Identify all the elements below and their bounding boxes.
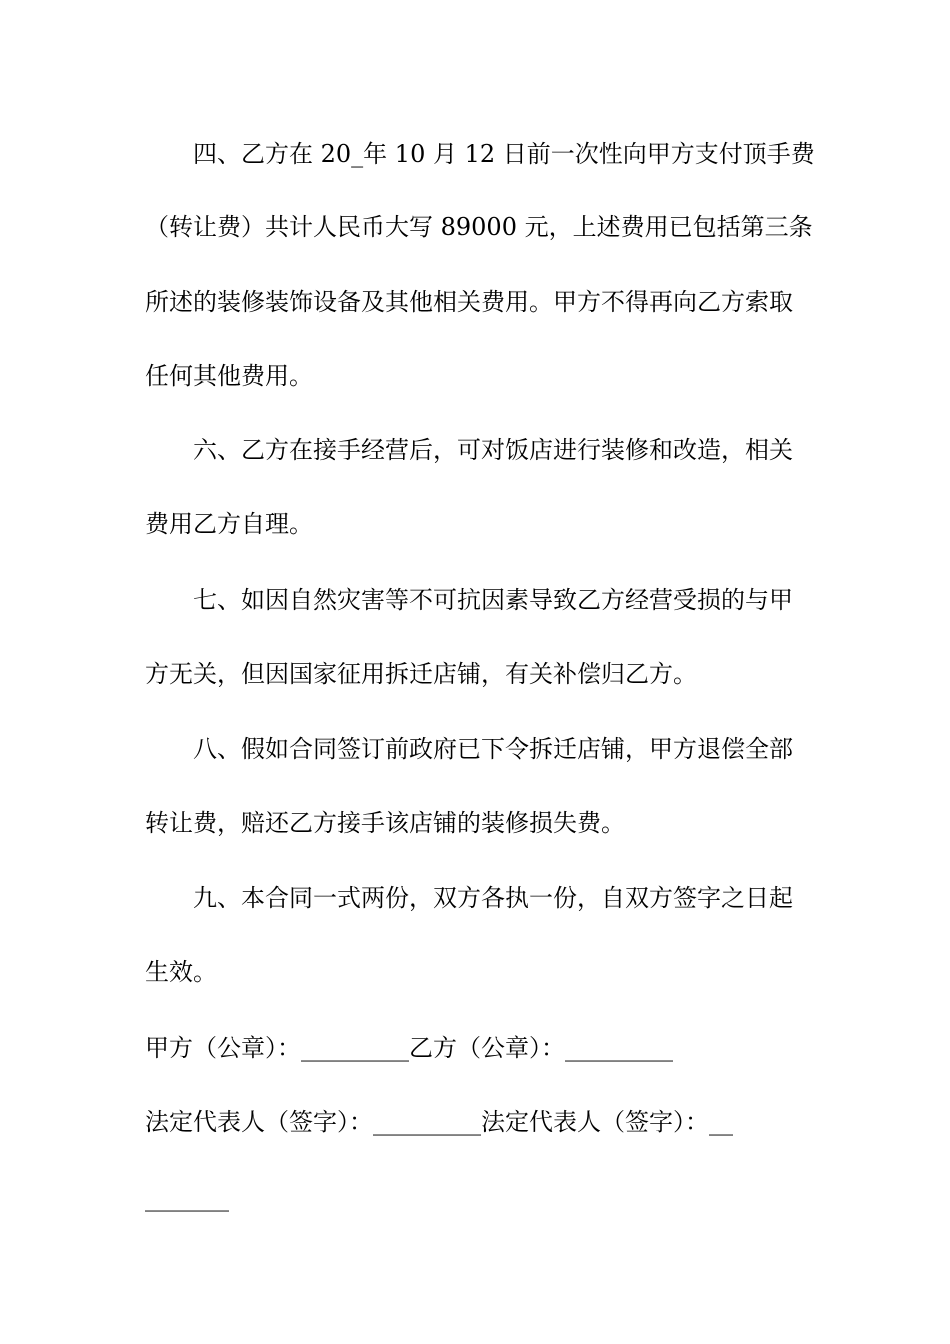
paragraph-6-line-1: 六、乙方在接手经营后，可对饭店进行装修和改造，相关 — [193, 436, 793, 464]
signature-representative-continuation: _______ — [145, 1184, 229, 1212]
paragraph-7-line-1: 七、如因自然灾害等不可抗因素导致乙方经营受损的与甲 — [193, 586, 793, 614]
paragraph-7-line-2: 方无关，但因国家征用拆迁店铺，有关补偿归乙方。 — [145, 660, 697, 688]
paragraph-8-line-1: 八、假如合同签订前政府已下令拆迁店铺，甲方退偿全部 — [193, 735, 793, 763]
signature-seal-line: 甲方（公章）：_________乙方（公章）：_________ — [145, 1034, 673, 1062]
paragraph-9-line-2: 生效。 — [145, 958, 217, 986]
signature-representative-line: 法定代表人（签字）：_________法定代表人（签字）：__ — [145, 1108, 733, 1136]
paragraph-6-line-2: 费用乙方自理。 — [145, 510, 313, 538]
paragraph-4-line-3: 所述的装修装饰设备及其他相关费用。甲方不得再向乙方索取 — [145, 288, 793, 316]
paragraph-9-line-1: 九、本合同一式两份，双方各执一份，自双方签字之日起 — [193, 884, 793, 912]
paragraph-4-line-4: 任何其他费用。 — [145, 362, 313, 390]
paragraph-4-line-2: （转让费）共计人民币大写 89000 元，上述费用已包括第三条 — [145, 213, 813, 241]
paragraph-4-line-1: 四、乙方在 20_年 10 月 12 日前一次性向甲方支付顶手费 — [193, 140, 815, 168]
paragraph-8-line-2: 转让费，赔还乙方接手该店铺的装修损失费。 — [145, 809, 625, 837]
